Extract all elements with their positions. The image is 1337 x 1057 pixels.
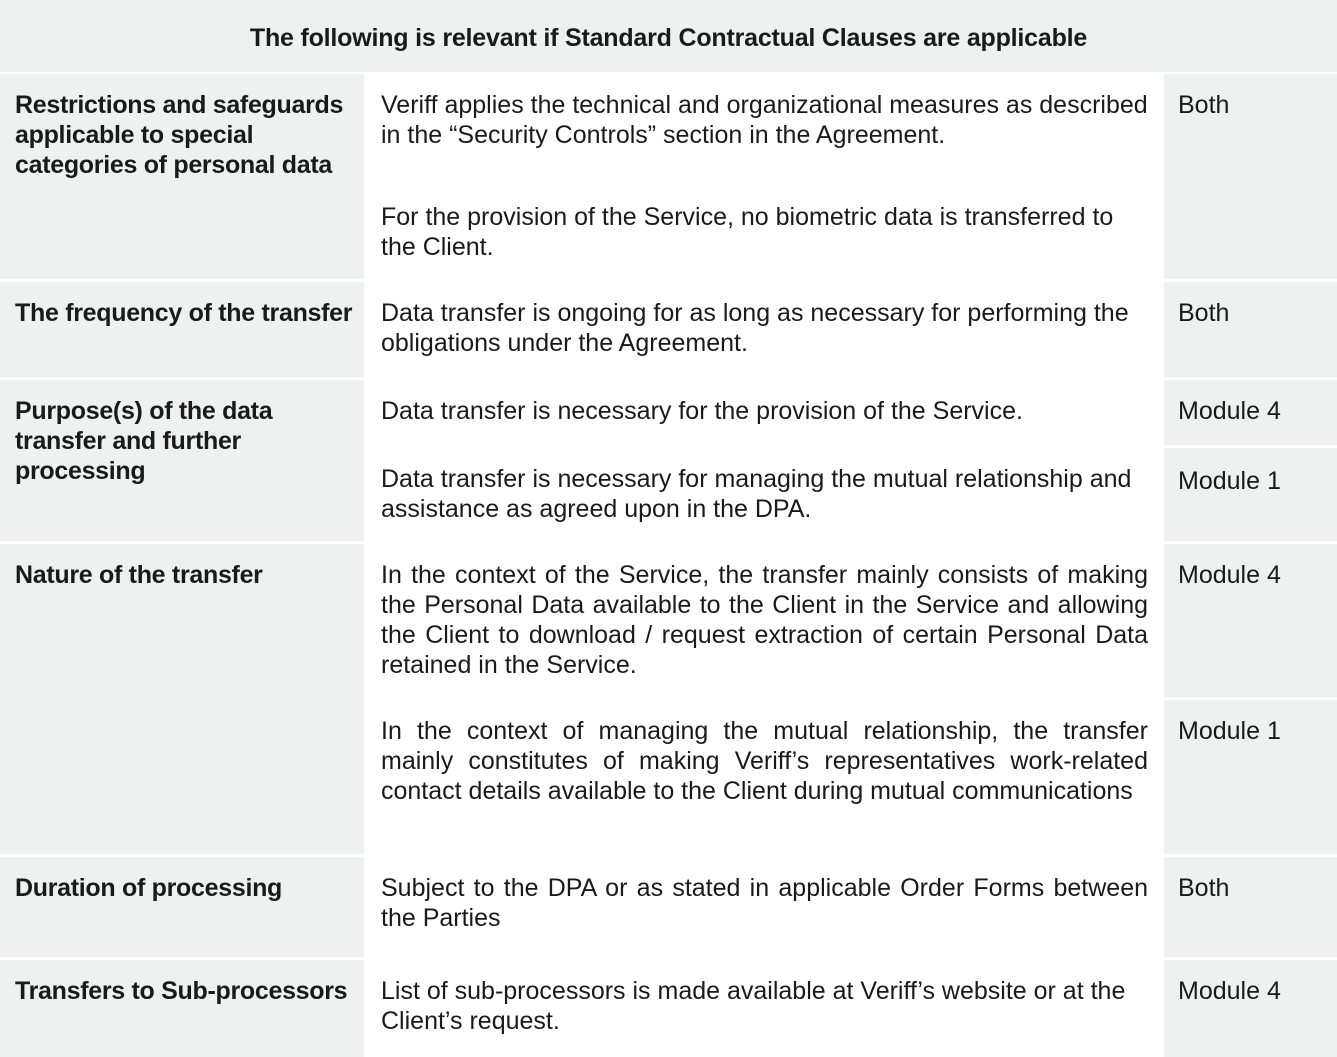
row-label: Duration of processing [15, 874, 283, 902]
description-paragraph: Data transfer is necessary for managing the mutual relationship and assistance as agreed upon in the DPA. [381, 465, 1132, 523]
row-label-cell [0, 282, 364, 377]
description-paragraph: In the context of the Service, the transfer mainly consists of making the Personal Data available to the Client in the Service and allowing the Client to download / request extraction of certain Personal Data retained in the Service. [381, 561, 1148, 679]
row-label: Nature of the transfer [15, 561, 263, 589]
module-label: Module 4 [1178, 561, 1281, 589]
description-paragraph: Data transfer is ongoing for as long as necessary for performing the obligations under the Agreement. [381, 299, 1129, 357]
module-label: Module 1 [1178, 467, 1281, 495]
row-description-cell [366, 544, 1162, 854]
row-label: Restrictions and safeguards applicable to special categories of personal data [15, 91, 344, 179]
row-description-cell [366, 74, 1162, 279]
row-module-cell [1164, 74, 1337, 279]
module-label: Both [1178, 91, 1230, 119]
row-label: The frequency of the transfer [15, 299, 353, 327]
description-paragraph: Veriff applies the technical and organizational measures as described in the “Security Controls” section in the Agreement. [381, 91, 1148, 149]
row-module-cell [1164, 448, 1337, 541]
row-module-cell [1164, 960, 1337, 1057]
module-label: Module 4 [1178, 397, 1281, 425]
row-module-cell [1164, 380, 1337, 445]
description-paragraph: Subject to the DPA or as stated in applicable Order Forms between the Parties [381, 874, 1148, 932]
row-description-cell [366, 960, 1162, 1057]
row-label: Purpose(s) of the data transfer and further processing [15, 397, 273, 485]
module-label: Module 1 [1178, 717, 1281, 745]
description-paragraph: For the provision of the Service, no biometric data is transferred to the Client. [381, 203, 1114, 261]
description-paragraph: In the context of managing the mutual relationship, the transfer mainly constitutes of making Veriff’s representatives work-related contact details available to the Client during mutual communications [381, 717, 1148, 805]
table-header-text: The following is relevant if Standard Contractual Clauses are applicable [249, 23, 1088, 52]
row-label-cell [0, 857, 364, 957]
module-label: Module 4 [1178, 977, 1281, 1005]
row-module-cell [1164, 544, 1337, 697]
description-paragraph: List of sub-processors is made available at Veriff’s website or at the Client’s request. [381, 977, 1126, 1035]
row-description-cell [366, 282, 1162, 377]
row-description-cell [366, 380, 1162, 541]
row-label: Transfers to Sub-processors [15, 977, 348, 1005]
module-label: Both [1178, 299, 1230, 327]
row-label-cell [0, 544, 364, 854]
description-paragraph: Data transfer is necessary for the provision of the Service. [381, 397, 1023, 425]
row-label-cell [0, 380, 364, 541]
row-module-cell [1164, 857, 1337, 957]
row-module-cell [1164, 282, 1337, 377]
row-label-cell [0, 960, 364, 1057]
row-module-cell [1164, 700, 1337, 854]
row-label-cell [0, 74, 364, 279]
table-header [0, 0, 1337, 72]
module-label: Both [1178, 874, 1230, 902]
row-description-cell [366, 857, 1162, 957]
